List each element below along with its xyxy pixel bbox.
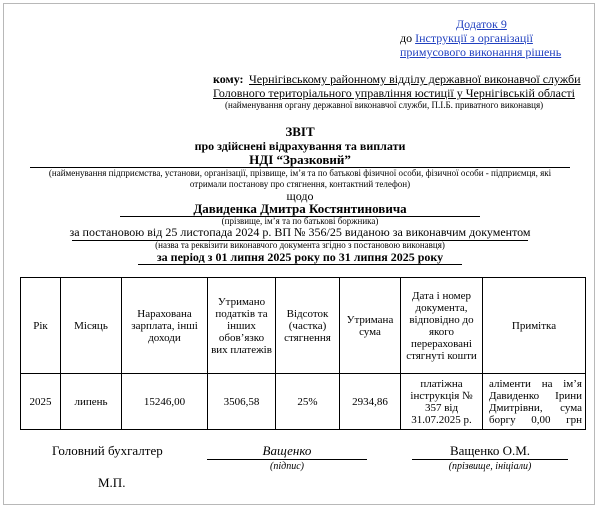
signature-caption: (підпис) [270, 461, 304, 472]
header-year: Рік [21, 278, 61, 374]
employer-name: НДІ “Зразковий” [249, 152, 351, 167]
cell-note: аліменти на ім’я Давиденко Ірини Дмитрівни, сума боргу 0,00 грн [483, 374, 586, 430]
recipient-label: кому: [213, 72, 244, 86]
header-note: Примітка [483, 278, 586, 374]
employer-caption-line2: отримали постанову про стягнення, контактний телефон) [189, 179, 411, 189]
cell-withheld-taxes: 3506,58 [208, 374, 276, 430]
appendix-prefix: до [400, 31, 413, 45]
appendix-title: Додаток 9 [456, 17, 507, 31]
name-caption: (прізвище, ініціали) [448, 461, 532, 472]
employer-caption-line1: (найменування підприємства, установи, організації, прізвище, ім’я та по батькові фізичної особи, фізичної особи - підприємця, які [48, 168, 552, 178]
cell-withheld-sum: 2934,86 [340, 374, 401, 430]
debtor-name: Давиденка Дмитра Костянтиновича [193, 201, 407, 216]
instruction-link-line2[interactable]: примусового виконання рішень [400, 45, 562, 59]
signature-value: Ващенко [262, 443, 312, 458]
instruction-link[interactable]: Інструкції з організації [415, 31, 533, 45]
report-subtitle: про здійснені відрахування та виплати [194, 139, 406, 153]
cell-accrued: 15246,00 [122, 374, 208, 430]
table-header-row [21, 278, 586, 374]
header-month: Місяць [61, 278, 122, 374]
stamp-place: М.П. [98, 475, 126, 490]
appendix-ref [400, 31, 533, 46]
recipient-caption: (найменування органу державної виконавчої служби, П.І.Б. приватного виконавця) [225, 100, 544, 110]
cell-document: платіжна інструкція № 357 від 31.07.2025 р. [401, 374, 483, 430]
header-percent: Відсоток (частка) стягнення [276, 278, 340, 374]
signatory-role: Головний бухгалтер [52, 443, 163, 458]
table-row [21, 374, 586, 430]
period-text: за період з 01 липня 2025 року по 31 липня 2025 року [156, 250, 444, 264]
resolution-caption: (назва та реквізити виконавчого документа згідно з постановою виконавця) [155, 240, 445, 250]
period-line [138, 264, 462, 265]
cell-percent: 25% [276, 374, 340, 430]
header-accrued: Нарахована зарплата, інші доходи [122, 278, 208, 374]
signatory-name: Ващенко О.М. [449, 443, 531, 458]
recipient-line1: Чернігівському районному відділу державної виконавчої служби [249, 72, 581, 86]
header-document: Дата і номер документа, відповідно до якого перераховані стягнуті кошти [401, 278, 483, 374]
resolution-text: за постановою від 25 листопада 2024 р. ВП № 356/25 виданою за виконавчим документом [69, 225, 531, 239]
header-withheld-taxes: Утримано податків та інших обов’язко вих платежів [208, 278, 276, 374]
cell-month: липень [61, 374, 122, 430]
debtor-caption: (прізвище, ім’я та по батькові боржника) [221, 216, 379, 226]
report-table [20, 277, 586, 430]
about-word: щодо [286, 189, 314, 203]
header-withheld-sum: Утримана сума [340, 278, 401, 374]
signature-line [207, 459, 367, 460]
cell-year: 2025 [21, 374, 61, 430]
name-line [412, 459, 568, 460]
report-title: ЗВІТ [285, 124, 315, 139]
recipient-line2: Головного територіального управління юстиції у Чернігівській області [213, 86, 575, 100]
